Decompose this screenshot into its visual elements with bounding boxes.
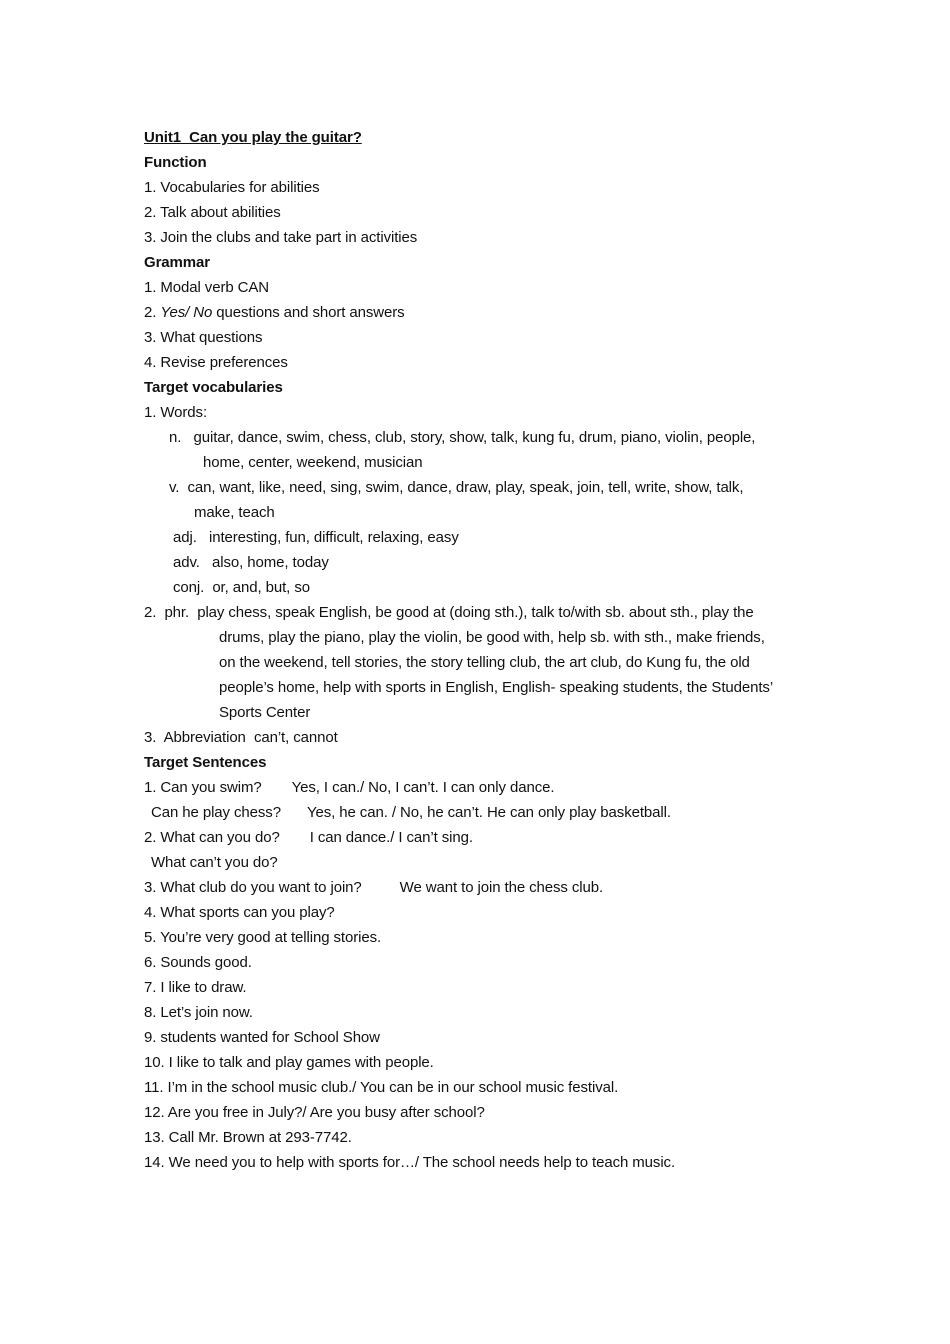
- grammar-item-italic: Yes/ No: [160, 304, 213, 321]
- sentence-line: 8. Let’s join now.: [144, 1004, 253, 1021]
- function-item: 3. Join the clubs and take part in activities: [144, 229, 418, 246]
- sentence-question: 3. What club do you want to join?: [144, 879, 362, 896]
- grammar-item: 3. What questions: [144, 329, 263, 346]
- function-item: 2. Talk about abilities: [144, 204, 281, 221]
- unit-title: Unit1 Can you play the guitar?: [144, 129, 362, 146]
- vocab-verb-line: v. can, want, like, need, sing, swim, dance, draw, play, speak, join, tell, write, show, talk,: [169, 479, 744, 496]
- grammar-item-text: questions and short answers: [212, 304, 405, 321]
- sentence-line: What can’t you do?: [151, 854, 278, 871]
- sentence-line: 7. I like to draw.: [144, 979, 247, 996]
- sentence-pair: [144, 775, 809, 800]
- sentence-line: 9. students wanted for School Show: [144, 1029, 380, 1046]
- sentences-heading: Target Sentences: [144, 754, 267, 771]
- sentence-line: 11. I’m in the school music club./ You can be in our school music festival.: [144, 1079, 619, 1096]
- grammar-item: [144, 300, 809, 325]
- grammar-item: 4. Revise preferences: [144, 354, 288, 371]
- sentence-pair: [144, 825, 809, 850]
- grammar-item-number: 2.: [144, 304, 161, 321]
- sentence-question: 2. What can you do?: [144, 829, 280, 846]
- vocab-verb-line-cont: make, teach: [194, 504, 275, 521]
- vocab-phrase-line: 2. phr. play chess, speak English, be good at (doing sth.), talk to/with sb. about sth., play the: [144, 604, 754, 621]
- sentence-question: 1. Can you swim?: [144, 779, 262, 796]
- sentence-line: 6. Sounds good.: [144, 954, 252, 971]
- vocab-phrase-line-cont: people’s home, help with sports in English, English- speaking students, the Students’: [219, 679, 774, 696]
- sentence-line: 14. We need you to help with sports for…/ The school needs help to teach music.: [144, 1154, 676, 1171]
- vocab-phrase-line-cont: drums, play the piano, play the violin, be good with, help sb. with sth., make friends,: [219, 629, 765, 646]
- vocab-conj-line: conj. or, and, but, so: [173, 579, 310, 596]
- sentence-pair: [144, 800, 809, 825]
- sentence-answer: We want to join the chess club.: [399, 879, 604, 896]
- function-heading: Function: [144, 154, 207, 171]
- vocab-words-label: 1. Words:: [144, 404, 208, 421]
- sentence-answer: I can dance./ I can’t sing.: [309, 829, 473, 846]
- vocab-abbreviation: 3. Abbreviation can’t, cannot: [144, 729, 338, 746]
- grammar-heading: Grammar: [144, 254, 211, 271]
- vocab-adv-line: adv. also, home, today: [173, 554, 329, 571]
- vocab-noun-line-cont: home, center, weekend, musician: [203, 454, 423, 471]
- sentence-line: 5. You’re very good at telling stories.: [144, 929, 382, 946]
- document-body: [144, 125, 809, 1175]
- sentence-question: Can he play chess?: [151, 804, 281, 821]
- vocab-heading: Target vocabularies: [144, 379, 283, 396]
- sentence-line: 12. Are you free in July?/ Are you busy after school?: [144, 1104, 485, 1121]
- sentence-pair: [144, 875, 809, 900]
- sentence-answer: Yes, he can. / No, he can’t. He can only play basketball.: [306, 804, 671, 821]
- function-item: 1. Vocabularies for abilities: [144, 179, 320, 196]
- sentence-answer: Yes, I can./ No, I can’t. I can only dance.: [291, 779, 555, 796]
- vocab-phrase-line-cont: Sports Center: [219, 704, 311, 721]
- grammar-item: 1. Modal verb CAN: [144, 279, 270, 296]
- vocab-phrase-line-cont: on the weekend, tell stories, the story telling club, the art club, do Kung fu, the old: [219, 654, 750, 671]
- sentence-line: 10. I like to talk and play games with people.: [144, 1054, 434, 1071]
- vocab-noun-line: n. guitar, dance, swim, chess, club, story, show, talk, kung fu, drum, piano, violin, people,: [169, 429, 756, 446]
- sentence-line: 4. What sports can you play?: [144, 904, 335, 921]
- sentence-line: 13. Call Mr. Brown at 293-7742.: [144, 1129, 352, 1146]
- vocab-adj-line: adj. interesting, fun, difficult, relaxing, easy: [173, 529, 459, 546]
